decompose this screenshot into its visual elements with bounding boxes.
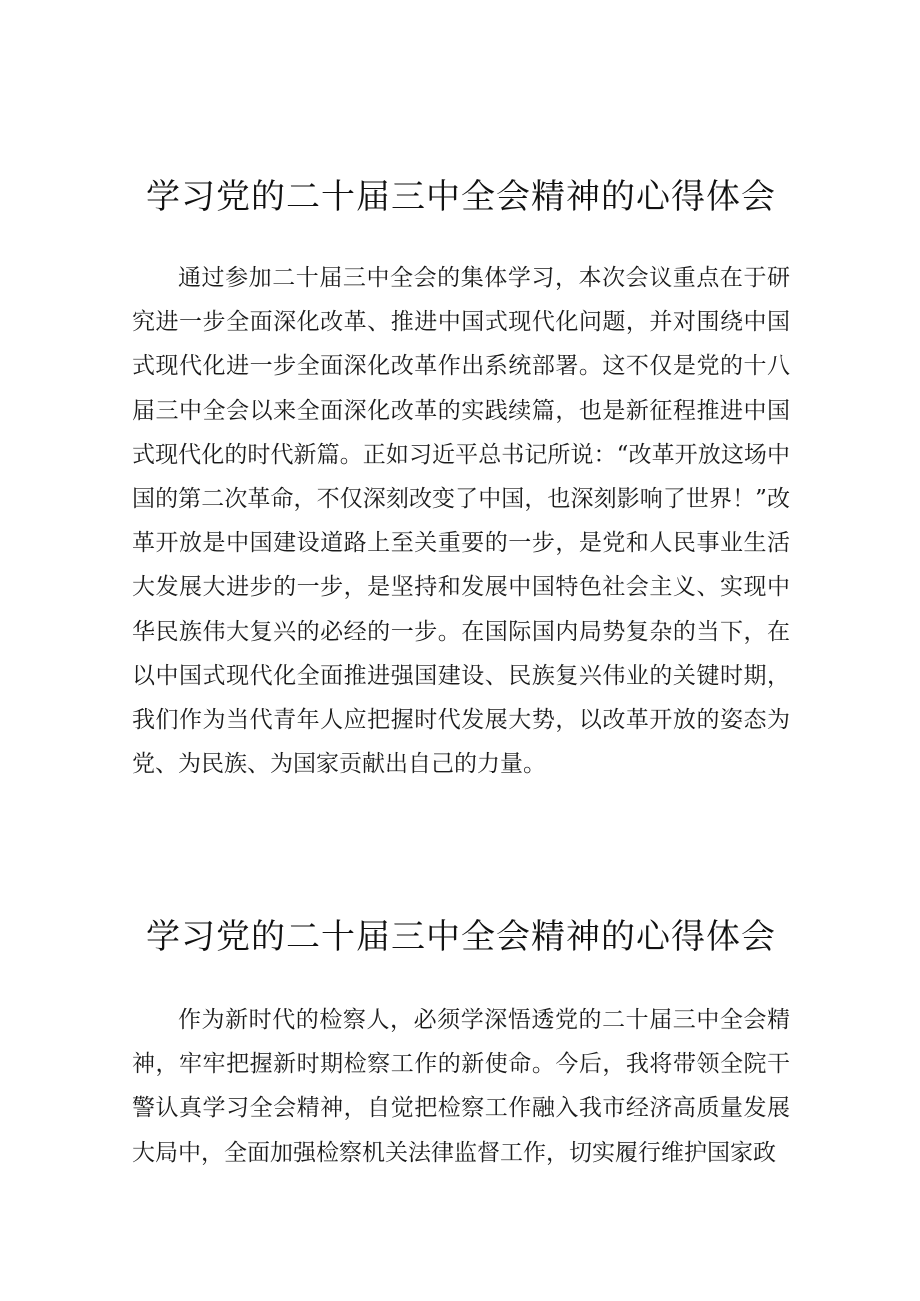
article-body: 通过参加二十届三中全会的集体学习，本次会议重点在于研究进一步全面深化改革、推进中国式现代化问题，并对围绕中国式现代化进一步全面深化改革作出系统部署。这不仅是党的十八届三中全会以来全面深化改革的实践续篇，也是新征程推进中国式现代化的时代新篇。正如习近平总书记所说：“改革开放这场中国的第二次革命，不仅深刻改变了中国，也深刻影响了世界！”改革开放是中国建设道路上至关重要的一步，是党和人民事业生活大发展大进步的一步，是坚持和发展中国特色社会主义、实现中华民族伟大复兴的必经的一步。在国际国内局势复杂的当下，在以中国式现代化全面推进强国建设、民族复兴伟业的关键时期，我们作为当代青年人应把握时代发展大势，以改革开放的姿态为党、为民族、为国家贡献出自己的力量。 [132,265,790,778]
article-title: 学习党的二十届三中全会精神的心得体会 [146,177,776,217]
article-section-1 [132,168,790,786]
article-body: 作为新时代的检察人，必须学深悟透党的二十届三中全会精神，牢牢把握新时期检察工作的新使命。今后，我将带领全院干警认真学习全会精神，自觉把检察工作融入我市经济高质量发展大局中，全面加强检察机关法律监督工作，切实履行维护国家政 [132,1007,790,1166]
article-section-2 [132,908,790,1175]
article-title: 学习党的二十届三中全会精神的心得体会 [146,917,776,957]
